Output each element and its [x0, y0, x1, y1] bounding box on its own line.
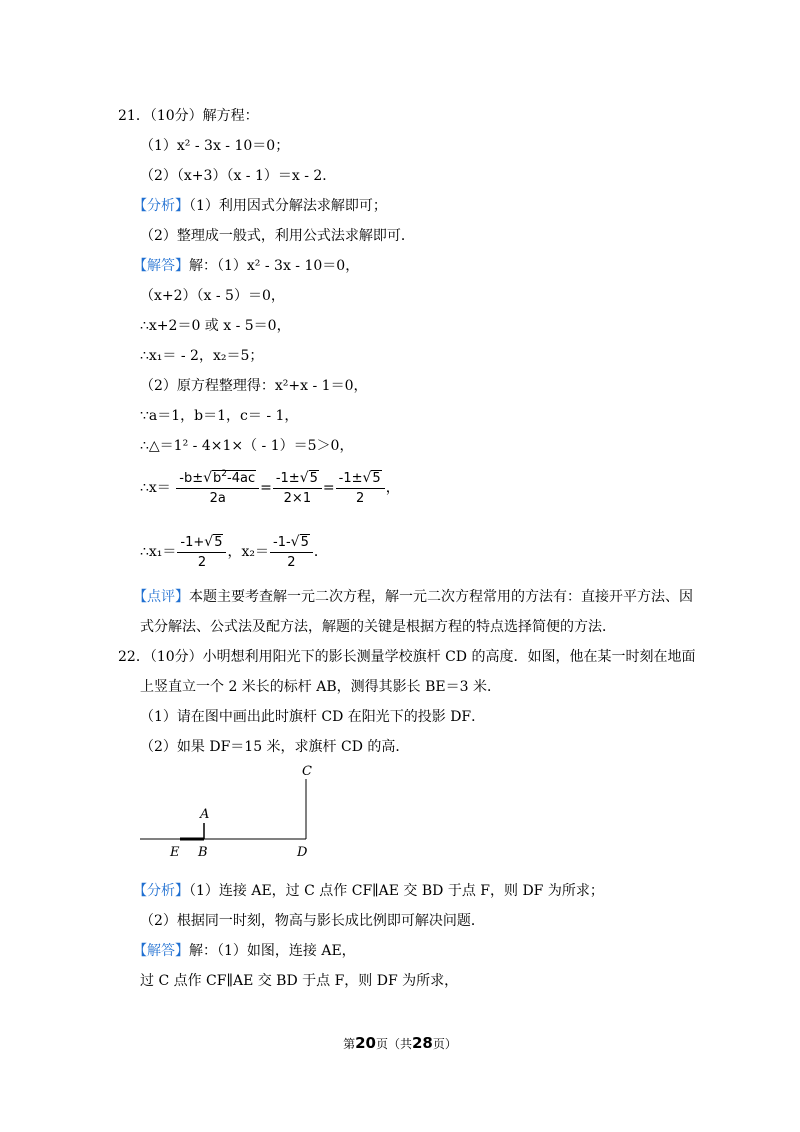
q22-header-line2: 上竖直立一个 2 米长的标杆 AB，测得其影长 BE＝3 米．	[140, 679, 501, 695]
q21-step1: （x+2）（x - 5）＝0，	[140, 288, 285, 304]
q22-header-line1: 22．（10分）小明想利用阳光下的影长测量学校旗杆 CD 的高度．如图，他在某一时刻在地面	[118, 649, 696, 665]
footer-post: 页）	[432, 1037, 457, 1051]
q22-answer-line2: 过 C 点作 CF∥AE 交 BD 于点 F，则 DF 为所求，	[140, 973, 459, 989]
roots-prefix: ∴x₁＝	[140, 544, 177, 560]
footer-mid: 页（共	[375, 1037, 412, 1051]
label-d: D	[297, 845, 308, 860]
label-e: E	[170, 845, 180, 860]
analysis-tag: 【分析】	[133, 198, 189, 214]
analysis-text: （1）利用因式分解法求解即可；	[189, 198, 387, 214]
roots-mid: ，x₂＝	[227, 544, 269, 560]
root-1: $\frac{-1+√5}{2}$	[177, 534, 226, 570]
q21-step6: ∴△＝1² - 4×1×（ - 1）＝5＞0，	[140, 438, 354, 454]
label-a: A	[200, 807, 210, 822]
fraction-general: $\frac{-b\pm√b^2-4ac}{2a}$	[176, 470, 259, 506]
comment-tag: 【点评】	[133, 589, 189, 605]
q21-formula: ∴x＝ $\frac{-b\pm√b^2-4ac}{2a}$ = $\frac{-1\pm√5}{2\times 1}$ = $\frac{-1\pm√5}{2}$ ，	[140, 469, 400, 506]
q21-comment-line2: 式分解法、公式法及配方法，解题的关键是根据方程的特点选择简便的方法．	[140, 619, 616, 635]
q21-step3: ∴x₁＝ - 2，x₂＝5；	[140, 348, 264, 364]
fraction-result: $\frac{-1\pm√5}{2}$	[336, 470, 385, 506]
q21-roots: ∴x₁＝ $\frac{-1+√5}{2}$ ，x₂＝ $\frac{-1-√5}{2}$ ．	[140, 534, 328, 570]
page-footer	[0, 1034, 800, 1052]
q22-analysis-line2: （2）根据同一时刻，物高与影长成比例即可解决问题．	[140, 913, 485, 929]
analysis-text: （1）连接 AE，过 C 点作 CF∥AE 交 BD 于点 F，则 DF 为所求；	[189, 883, 604, 899]
comment-text: 本题主要考查解一元二次方程，解一元二次方程常用的方法有：直接开平方法、因	[189, 589, 693, 605]
answer-tag: 【解答】	[133, 943, 189, 959]
answer-text: 解：（1）如图，连接 AE，	[189, 943, 356, 959]
q21-step2: ∴x+2＝0 或 x - 5＝0，	[140, 318, 291, 334]
analysis-tag: 【分析】	[133, 883, 189, 899]
q21-part1: （1）x² - 3x - 10＝0；	[140, 138, 290, 154]
fraction-substituted: $\frac{-1\pm√5}{2\times 1}$	[273, 470, 322, 506]
answer-text: 解：（1）x² - 3x - 10＝0，	[189, 258, 360, 274]
footer-pre: 第	[343, 1037, 356, 1051]
total-pages: 28	[412, 1034, 433, 1052]
q21-step5: ∵a＝1，b＝1，c＝ - 1，	[140, 408, 299, 424]
q21-analysis-line2: （2）整理成一般式，利用公式法求解即可．	[140, 228, 415, 244]
answer-tag: 【解答】	[133, 258, 189, 274]
q22-part2: （2）如果 DF＝15 米，求旗杆 CD 的高．	[140, 739, 410, 755]
q22-answer-line1	[133, 942, 356, 960]
label-c: C	[302, 764, 312, 779]
root-2: $\frac{-1-√5}{2}$	[270, 534, 313, 570]
label-b: B	[198, 845, 208, 860]
formula-prefix: ∴x＝	[140, 480, 171, 496]
q22-analysis-line1	[133, 882, 604, 900]
q22-part1: （1）请在图中画出此时旗杆 CD 在阳光下的投影 DF．	[140, 709, 486, 725]
current-page-number: 20	[355, 1034, 376, 1052]
q21-part2: （2）（x+3）（x - 1）＝x - 2．	[140, 168, 337, 184]
q21-header: 21．（10分）解方程：	[118, 108, 259, 124]
q21-step4: （2）原方程整理得：x²+x - 1＝0，	[140, 378, 368, 394]
